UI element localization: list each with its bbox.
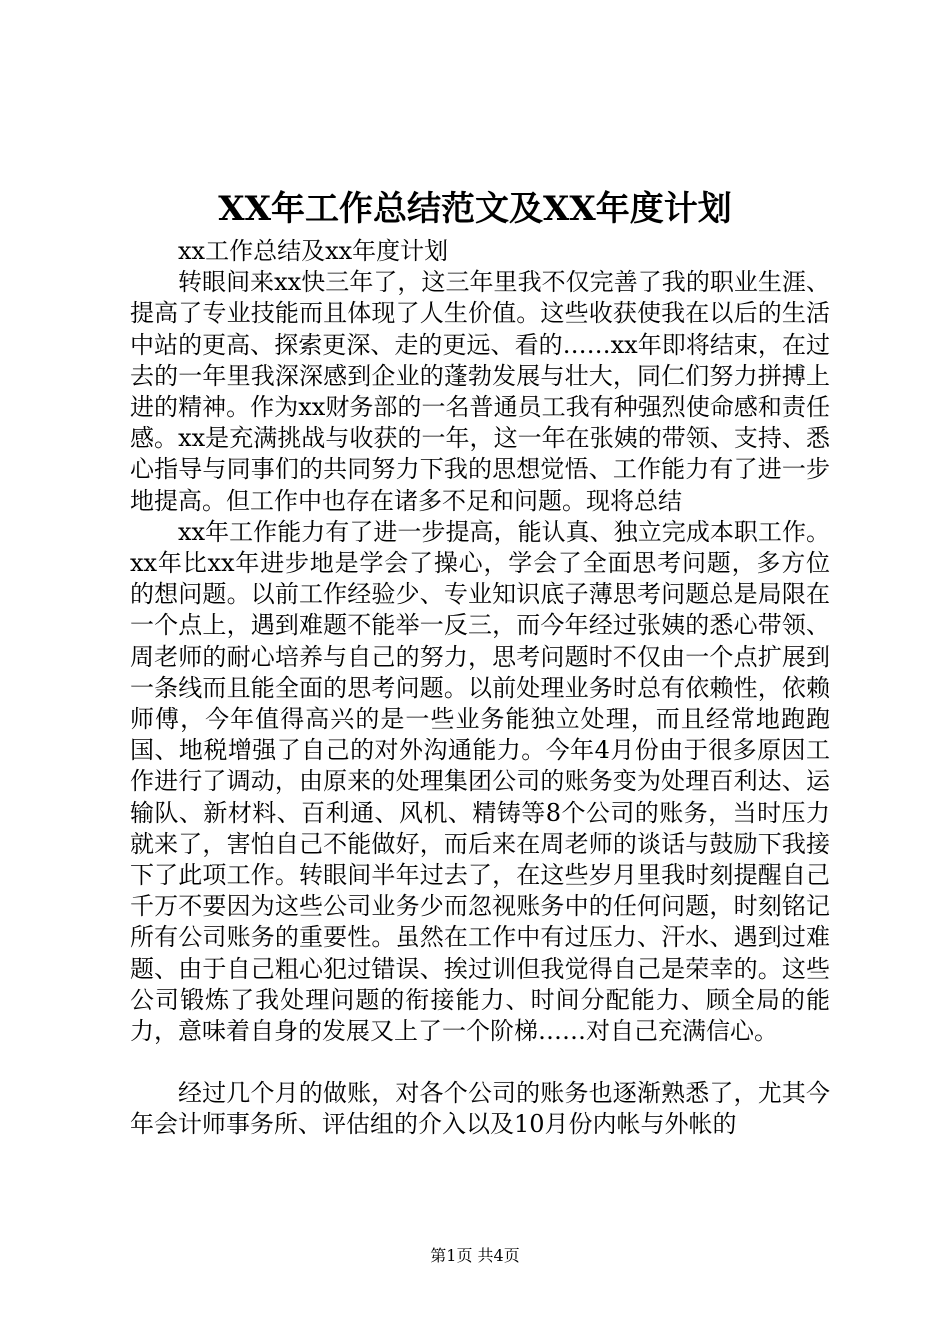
document-body: [130, 236, 830, 1141]
paragraph-intro: 转眼间来xx快三年了，这三年里我不仅完善了我的职业生涯、提高了专业技能而且体现了人生价值。这些收获使我在以后的生活中站的更高、探索更深、走的更远、看的……xx年即将结束，在过去的一年里我深深感到企业的蓬勃发展与壮大，同仁们努力拼搏上进的精神。作为xx财务部的一名普通员工我有种强烈使命感和责任感。xx是充满挑战与收获的一年，这一年在张姨的带领、支持、悉心指导与同事们的共同努力下我的思想觉悟、工作能力有了进一步地提高。但工作中也存在诸多不足和问题。现将总结: [130, 268, 830, 515]
page-footer: 第1页 共4页: [430, 1246, 520, 1265]
paragraph-subtitle: xx工作总结及xx年度计划: [178, 237, 449, 265]
paragraph-accounts: 经过几个月的做账，对各个公司的账务也逐渐熟悉了，尤其今年会计师事务所、评估组的介入以及10月份内帐与外帐的: [130, 1079, 830, 1139]
paragraph-work-ability: xx年工作能力有了进一步提高，能认真、独立完成本职工作。xx年比xx年进步地是学会了操心，学会了全面思考问题，多方位的想问题。以前工作经验少、专业知识底子薄思考问题总是局限在一个点上，遇到难题不能举一反三，而今年经过张姨的悉心带领、周老师的耐心培养与自己的努力，思考问题时不仅由一个点扩展到一条线而且能全面的思考问题。以前处理业务时总有依赖性，依赖师傅，今年值得高兴的是一些业务能独立处理，而且经常地跑跑国、地税增强了自己的对外沟通能力。今年4月份由于很多原因工作进行了调动，由原来的处理集团公司的账务变为处理百利达、运输队、新材料、百利通、风机、精铸等8个公司的账务，当时压力就来了，害怕自己不能做好，而后来在周老师的谈话与鼓励下我接下了此项工作。转眼间半年过去了，在这些岁月里我时刻提醒自己千万不要因为这些公司业务少而忽视账务中的任何问题，时刻铭记所有公司账务的重要性。虽然在工作中有过压力、汗水、遇到过难题、由于自己粗心犯过错误、挨过训但我觉得自己是荣幸的。这些公司锻炼了我处理问题的衔接能力、时间分配能力、顾全局的能力，意味着自身的发展又上了一个阶梯……对自己充满信心。: [130, 517, 830, 1046]
document-title: XX年工作总结范文及XX年度计划: [218, 189, 732, 229]
